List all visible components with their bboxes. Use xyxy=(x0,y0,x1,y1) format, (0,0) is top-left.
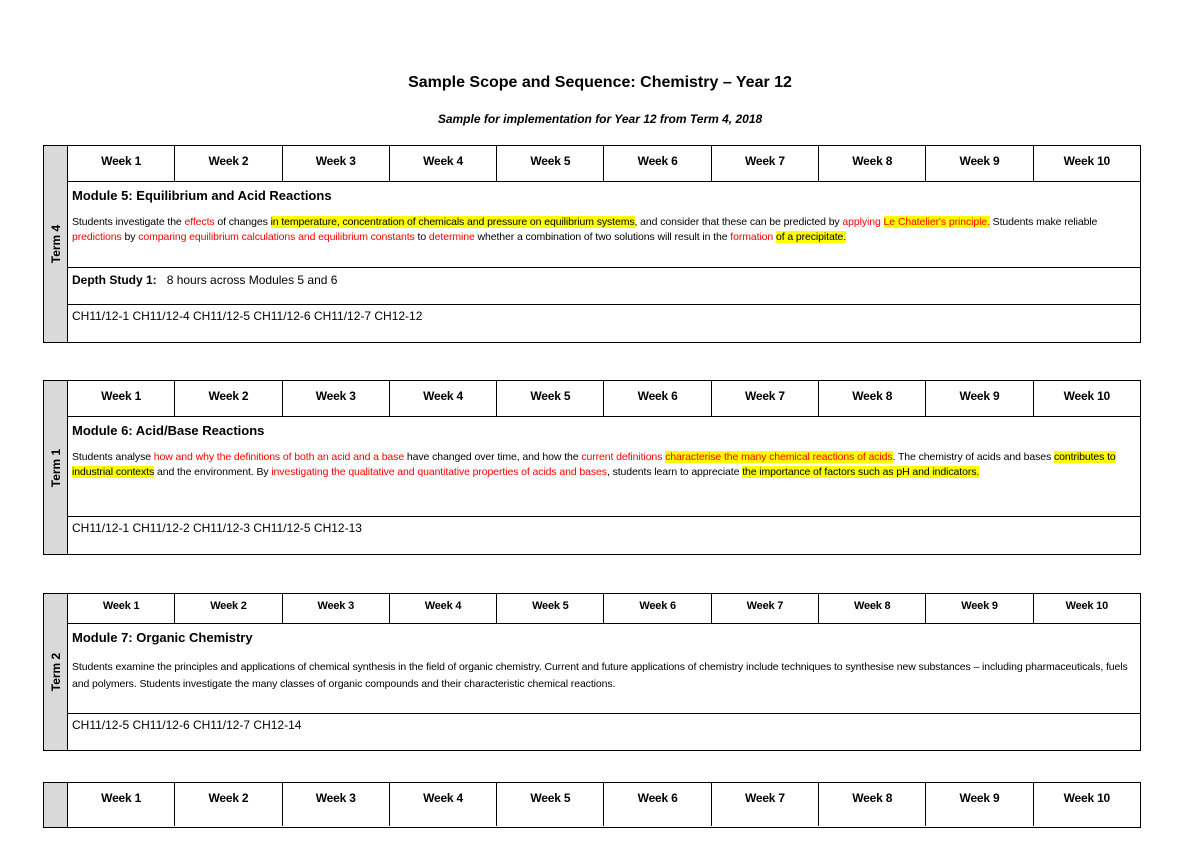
description-text-run: investigating the qualitative and quantitative properties of acids and bases xyxy=(271,465,607,478)
week-header-cell: Week 3 xyxy=(283,594,390,623)
term-side-bar xyxy=(44,783,68,827)
depth-study-label: Depth Study 1: xyxy=(72,273,157,287)
description-text-run: the importance of factors such as pH and indicators. xyxy=(742,465,980,478)
outcomes-row xyxy=(68,305,1140,327)
week-header-cell: Week 9 xyxy=(926,381,1033,416)
next-term-block xyxy=(43,782,1141,828)
week-header-cell: Week 7 xyxy=(712,146,819,181)
module-row xyxy=(68,182,1140,268)
week-header-cell: Week 5 xyxy=(497,594,604,623)
description-text-run: by xyxy=(121,230,139,243)
term-2-block xyxy=(43,593,1141,751)
term-side-bar xyxy=(44,381,68,554)
depth-study-text: 8 hours across Modules 5 and 6 xyxy=(166,273,338,287)
week-header-cell: Week 2 xyxy=(175,594,282,623)
description-text-run: how and why the definitions of both an acid and a base xyxy=(153,451,405,463)
week-header-cell: Week 4 xyxy=(390,594,497,623)
description-text-run: of a precipitate. xyxy=(775,230,847,243)
description-text-run: of changes xyxy=(214,216,271,228)
page-subtitle: Sample for implementation for Year 12 from Term 4, 2018 xyxy=(437,112,763,126)
description-text-run: current definitions xyxy=(581,451,666,463)
week-header-cell: Week 7 xyxy=(712,594,819,623)
week-header-cell: Week 5 xyxy=(497,783,604,826)
week-header-cell: Week 8 xyxy=(819,381,926,416)
week-header-cell: Week 9 xyxy=(926,594,1033,623)
week-header-row xyxy=(68,594,1140,624)
module-title: Module 5: Equilibrium and Acid Reactions xyxy=(72,188,332,203)
term-4-block xyxy=(43,145,1141,343)
week-header-cell: Week 10 xyxy=(1063,154,1111,168)
description-text-run: formation xyxy=(730,230,776,243)
week-header-cell: Week 2 xyxy=(175,381,282,416)
description-text-run: in temperature, concentration of chemicals and pressure on equilibrium systems xyxy=(270,216,635,228)
week-header-cell: Week 8 xyxy=(819,594,926,623)
term-1-block xyxy=(43,380,1141,555)
week-header-cell: Week 9 xyxy=(926,783,1033,826)
week-header-cell: Week 6 xyxy=(604,381,711,416)
week-header-cell: Week 5 xyxy=(497,146,604,181)
description-text-run: and the environment. By xyxy=(154,465,272,478)
depth-study-row xyxy=(68,268,1140,305)
week-header-cell: Week 6 xyxy=(604,146,711,181)
description-text-run: applying xyxy=(842,216,884,228)
description-text-run: , students learn to appreciate xyxy=(606,465,743,478)
outcomes-text: CH11/12-1 CH11/12-2 CH11/12-3 CH11/12-5 CH12-13 xyxy=(72,521,362,535)
description-text-run: have changed over time, and how the xyxy=(404,451,582,463)
week-header-cell: Week 10 xyxy=(1063,791,1111,805)
module-description xyxy=(72,450,1136,479)
module-title: Module 7: Organic Chemistry xyxy=(72,630,253,645)
week-header-cell: Week 2 xyxy=(175,146,282,181)
week-header-cell: Week 9 xyxy=(926,146,1033,181)
term-side-bar xyxy=(44,146,68,342)
week-header-cell: Week 5 xyxy=(497,381,604,416)
outcomes-text: CH11/12-5 CH11/12-6 CH11/12-7 CH12-14 xyxy=(72,718,302,732)
week-header-row xyxy=(68,146,1140,182)
week-header-cell: Week 6 xyxy=(604,594,711,623)
description-text-run: predictions xyxy=(72,230,122,243)
description-text-run: determine xyxy=(428,230,475,243)
week-header-cell: Week 6 xyxy=(604,783,711,826)
module-title: Module 6: Acid/Base Reactions xyxy=(72,423,265,438)
outcomes-row xyxy=(68,517,1140,539)
description-text-run: Le Chatelier's principle. xyxy=(883,216,990,228)
module-row xyxy=(68,624,1140,714)
module-description: Students examine the principles and applications of chemical synthesis in the field of organic chemistry. Current and future applications of chemistry include techniques to synthesise new substances – including pharmaceuticals, fuels and polymers. Students investigate the many classes of organic compounds and their characteristic chemical reactions. xyxy=(72,661,1128,690)
week-header-cell: Week 7 xyxy=(712,381,819,416)
description-text-run: Students make reliable xyxy=(989,216,1098,228)
week-header-cell: Week 1 xyxy=(68,783,175,826)
module-row xyxy=(68,417,1140,517)
term-label: Term 1 xyxy=(48,448,63,487)
description-text-run: contributes to industrial contexts xyxy=(72,451,1116,478)
week-header-cell: Week 10 xyxy=(1063,389,1111,403)
week-header-cell: Week 3 xyxy=(283,146,390,181)
week-header-cell: Week 2 xyxy=(175,783,282,826)
description-text-run: Students analyse xyxy=(72,451,154,463)
week-header-cell: Week 1 xyxy=(68,594,175,623)
description-text-run: , and consider that these can be predicted by xyxy=(634,216,843,228)
term-label: Term 4 xyxy=(48,224,63,264)
week-header-cell: Week 1 xyxy=(68,146,175,181)
week-header-cell: Week 4 xyxy=(390,146,497,181)
week-header-cell: Week 8 xyxy=(819,783,926,826)
week-header-cell: Week 8 xyxy=(819,146,926,181)
outcomes-row xyxy=(68,714,1140,736)
page-title: Sample Scope and Sequence: Chemistry – Year 12 xyxy=(408,74,792,91)
term-side-bar xyxy=(44,594,68,750)
description-text-run: comparing equilibrium calculations and equilibrium constants xyxy=(138,230,415,243)
description-text-run: Students investigate the xyxy=(72,216,185,228)
description-text-run: effects xyxy=(184,216,215,228)
week-header-cell: Week 7 xyxy=(712,783,819,826)
description-text-run: whether a combination of two solutions will result in the xyxy=(474,230,731,243)
week-header-cell: Week 3 xyxy=(283,783,390,826)
week-header-cell: Week 1 xyxy=(68,381,175,416)
description-text-run: characterise the many chemical reactions of acids xyxy=(665,451,893,463)
week-header-cell: Week 10 xyxy=(1065,600,1109,612)
description-text-run: . The chemistry of acids and bases xyxy=(892,451,1054,463)
week-header-cell: Week 3 xyxy=(283,381,390,416)
outcomes-text: CH11/12-1 CH11/12-4 CH11/12-5 CH11/12-6 CH11/12-7 CH12-12 xyxy=(72,309,423,323)
week-header-cell: Week 4 xyxy=(390,783,497,826)
description-text-run: to xyxy=(414,230,429,243)
week-header-row xyxy=(68,381,1140,417)
week-header-row xyxy=(68,783,1140,826)
term-label: Term 2 xyxy=(48,652,63,692)
module-description xyxy=(72,215,1136,244)
week-header-cell: Week 4 xyxy=(390,381,497,416)
